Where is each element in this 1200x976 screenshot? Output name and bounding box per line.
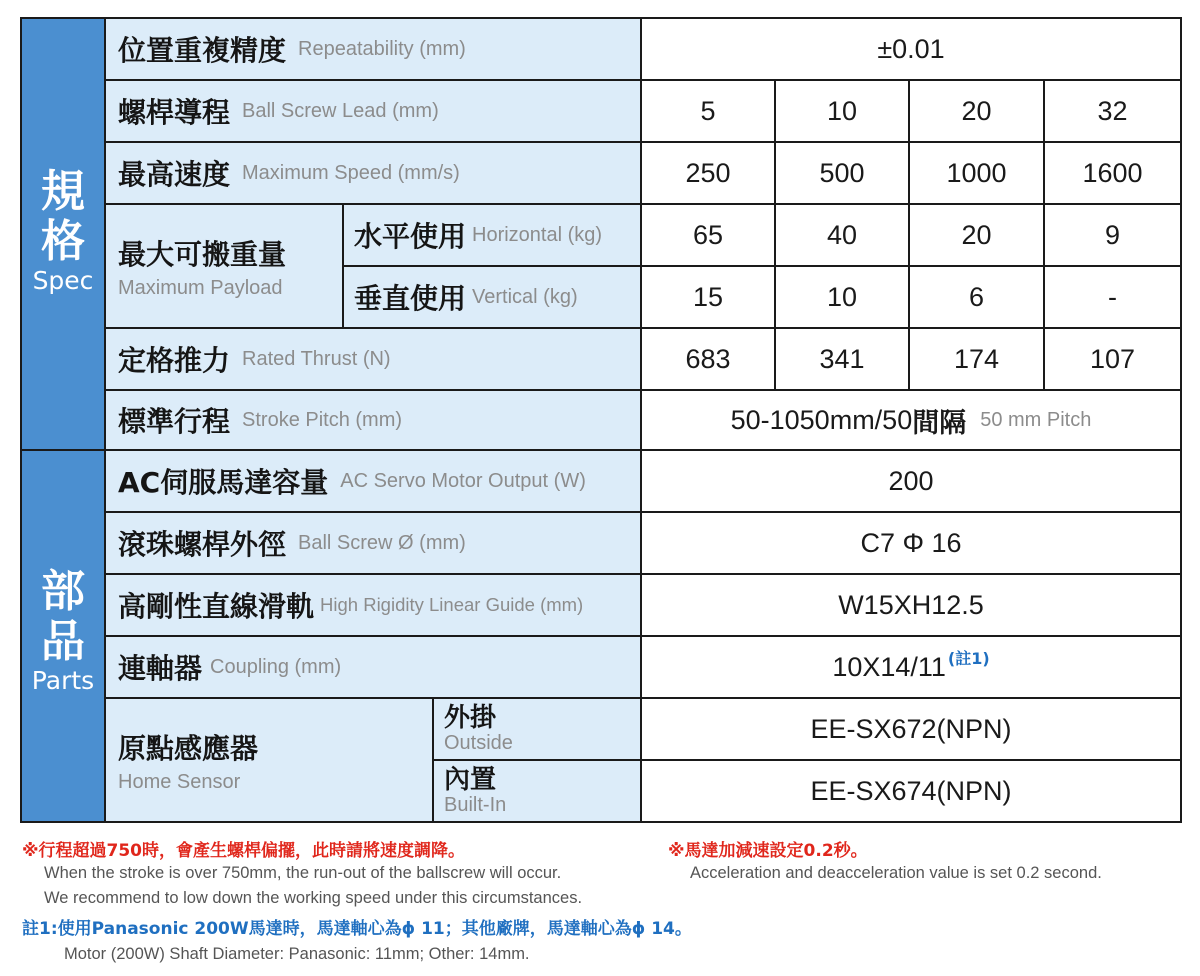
value-speed-1: 250 <box>642 143 774 203</box>
label-zh: 連軸器 <box>118 652 203 685</box>
label-en: Repeatability (mm) <box>298 37 466 60</box>
label-zh: AC伺服馬達容量 <box>118 466 329 499</box>
label-zh: 定格推力 <box>118 344 231 377</box>
label-zh: 位置重複精度 <box>118 34 287 67</box>
label-zh: 標準行程 <box>118 405 231 438</box>
label-zh: 滾珠螺桿外徑 <box>118 528 287 561</box>
label-guide <box>106 575 640 635</box>
group-spec <box>22 19 104 449</box>
note-1-en: Motor (200W) Shaft Diameter: Panasonic: 11mm; Other: 14mm. <box>64 945 530 963</box>
value-thrust-4: 107 <box>1045 329 1180 389</box>
value-coupling-text: 10X14/11 <box>832 651 946 682</box>
label-en: Rated Thrust (N) <box>242 347 391 370</box>
label-stroke <box>106 391 640 449</box>
label-en: Horizontal (kg) <box>472 223 603 246</box>
value-lead-1: 5 <box>642 81 774 141</box>
group-parts-en: Parts <box>31 666 95 695</box>
group-parts <box>22 451 104 821</box>
label-motor <box>106 451 640 511</box>
label-speed <box>106 143 640 203</box>
value-stroke <box>642 391 1180 449</box>
label-zh: 螺桿導程 <box>118 96 231 129</box>
value-stroke-zh: 間隔 <box>912 407 967 439</box>
group-spec-en: Spec <box>32 266 94 295</box>
spec-table <box>20 17 1182 823</box>
value-thrust-3: 174 <box>910 329 1043 389</box>
label-en: Coupling (mm) <box>210 655 342 678</box>
note-ref-1: (註1) <box>947 648 990 668</box>
label-en: AC Servo Motor Output (W) <box>340 469 586 492</box>
value-repeatability: ±0.01 <box>642 19 1180 79</box>
label-en: Stroke Pitch (mm) <box>242 408 403 431</box>
value-stroke-main: 50-1050mm/50 <box>730 404 913 435</box>
label-screw-dia <box>106 513 640 573</box>
value-lead-2: 10 <box>776 81 908 141</box>
value-vertical-1: 15 <box>642 267 774 327</box>
value-sensor-builtin: EE-SX674(NPN) <box>642 761 1180 821</box>
label-en: Vertical (kg) <box>472 285 578 308</box>
note-accel-zh: ※馬達加減速設定0.2秒。 <box>668 841 868 861</box>
value-guide: W15XH12.5 <box>642 575 1180 635</box>
label-zh: 高剛性直線滑軌 <box>118 590 315 623</box>
label-sensor-outside <box>434 699 640 759</box>
value-horizontal-3: 20 <box>910 205 1043 265</box>
value-stroke-en: 50 mm Pitch <box>980 408 1092 431</box>
note-accel-en: Acceleration and deacceleration value is set 0.2 second. <box>690 864 1102 882</box>
value-lead-4: 32 <box>1045 81 1180 141</box>
label-zh: 水平使用 <box>354 220 467 253</box>
note-1-zh: 註1:使用Panasonic 200W馬達時，馬達軸心為ϕ 11；其他廠牌，馬達軸心為ϕ 14。 <box>22 919 692 939</box>
label-en: Outside <box>444 732 513 754</box>
label-payload <box>106 205 342 327</box>
label-sensor-builtin <box>434 761 640 821</box>
value-thrust-2: 341 <box>776 329 908 389</box>
group-parts-zh2: 品 <box>41 616 85 667</box>
group-spec-zh1: 規 <box>41 166 85 217</box>
value-horizontal-2: 40 <box>776 205 908 265</box>
value-vertical-4: - <box>1045 267 1180 327</box>
label-thrust <box>106 329 640 389</box>
value-lead-3: 20 <box>910 81 1043 141</box>
label-zh: 最高速度 <box>118 158 231 191</box>
label-en: Ball Screw Ø (mm) <box>298 531 466 554</box>
label-repeatability <box>106 19 640 79</box>
label-payload-horizontal <box>344 205 640 265</box>
label-zh: 原點感應器 <box>118 731 259 765</box>
value-horizontal-4: 9 <box>1045 205 1180 265</box>
label-en: Home Sensor <box>118 770 241 793</box>
value-coupling <box>642 637 1180 697</box>
group-parts-zh1: 部 <box>41 566 85 617</box>
value-vertical-2: 10 <box>776 267 908 327</box>
label-zh: 外掛 <box>444 703 497 733</box>
value-motor: 200 <box>642 451 1180 511</box>
label-zh: 內置 <box>444 765 497 795</box>
label-coupling <box>106 637 640 697</box>
value-vertical-3: 6 <box>910 267 1043 327</box>
label-en: Ball Screw Lead (mm) <box>242 99 439 122</box>
group-spec-zh2: 格 <box>41 216 85 267</box>
value-speed-3: 1000 <box>910 143 1043 203</box>
label-payload-vertical <box>344 267 640 327</box>
label-en: High Rigidity Linear Guide (mm) <box>320 594 584 615</box>
label-en: Built-In <box>444 794 507 816</box>
label-en: Maximum Speed (mm/s) <box>242 161 460 184</box>
label-en: Maximum Payload <box>118 276 283 299</box>
value-speed-4: 1600 <box>1045 143 1180 203</box>
note-stroke-zh: ※行程超過750時，會產生螺桿偏擺，此時請將速度調降。 <box>22 841 466 861</box>
value-screw-dia: C7 Φ 16 <box>642 513 1180 573</box>
label-zh: 最大可搬重量 <box>118 237 287 271</box>
value-horizontal-1: 65 <box>642 205 774 265</box>
label-zh: 垂直使用 <box>354 282 467 315</box>
note-stroke-en-1: When the stroke is over 750mm, the run-out of the ballscrew will occur. <box>44 864 562 882</box>
value-sensor-outside: EE-SX672(NPN) <box>642 699 1180 759</box>
note-stroke-en-2: We recommend to low down the working speed under this circumstances. <box>44 889 583 907</box>
value-thrust-1: 683 <box>642 329 774 389</box>
label-lead <box>106 81 640 141</box>
value-speed-2: 500 <box>776 143 908 203</box>
label-sensor <box>106 699 432 821</box>
